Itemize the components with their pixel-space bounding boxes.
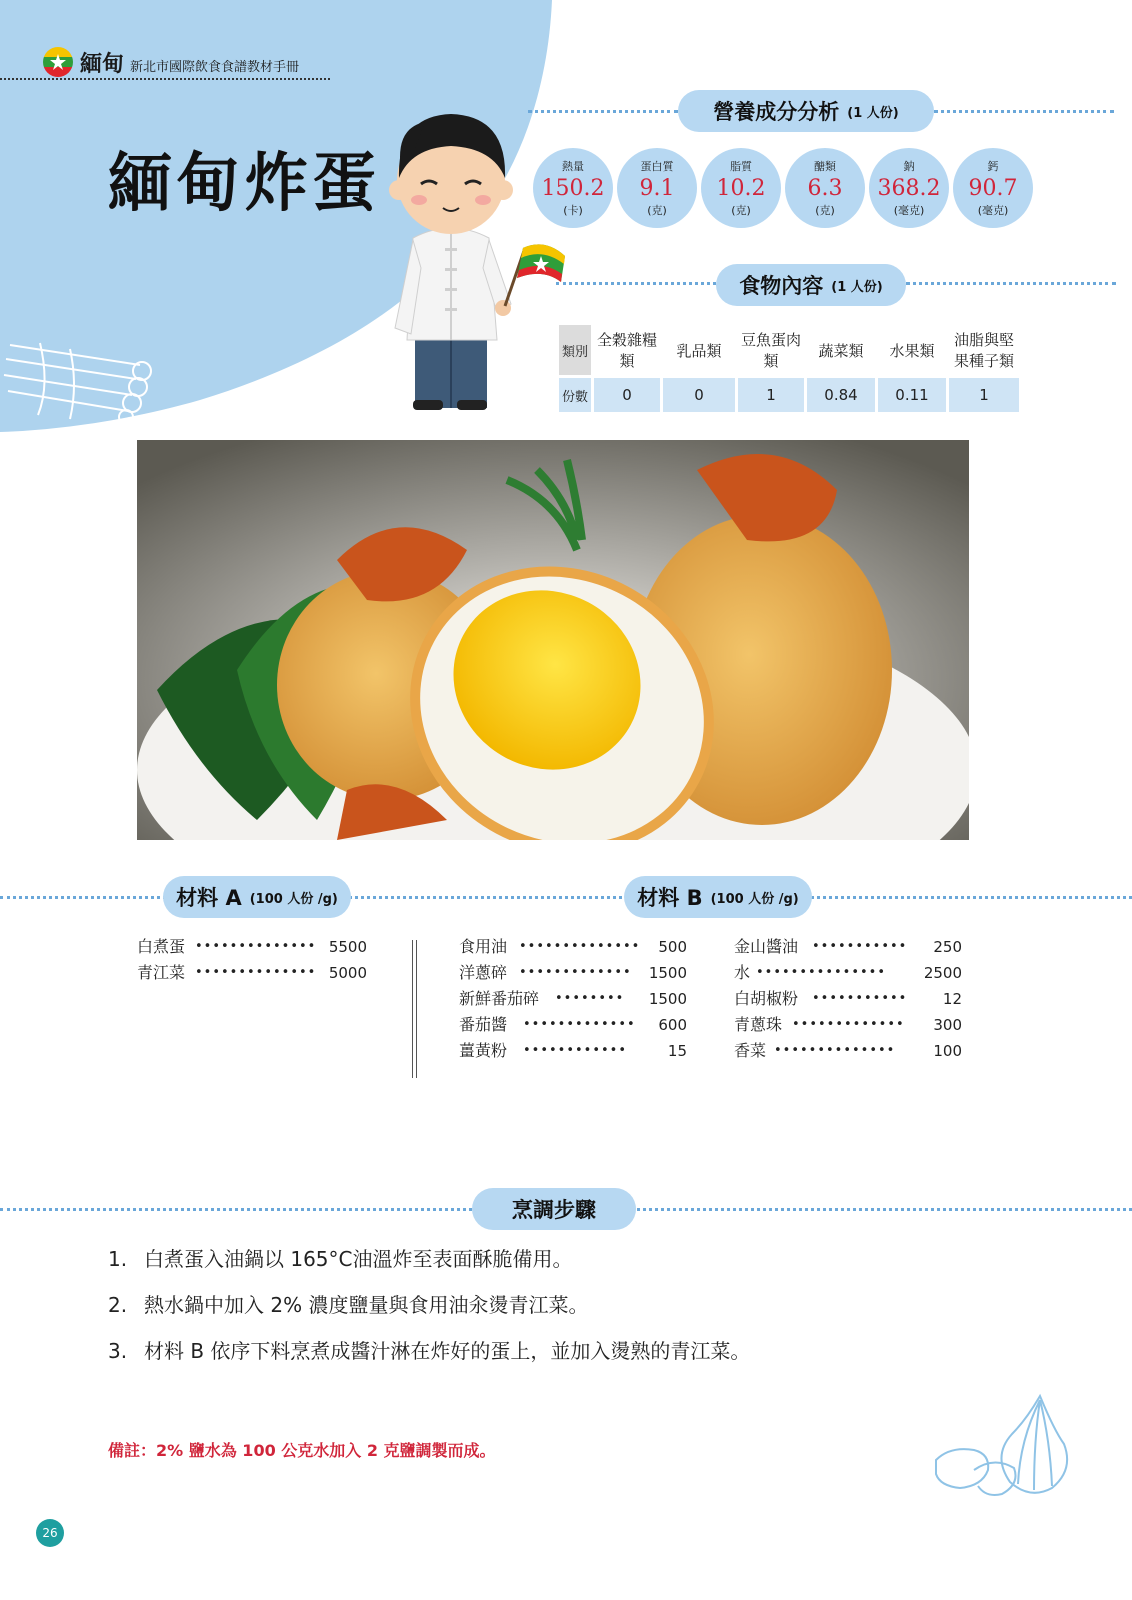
ingredients-a-heading: 材料 A (100 人份 /g) <box>163 876 351 918</box>
nutrient-label: 脂質 <box>730 160 752 173</box>
food-servings: 0 <box>663 378 735 412</box>
food-divider-right <box>906 282 1116 285</box>
steps-heading: 烹調步驟 <box>472 1188 636 1230</box>
food-category: 豆魚蛋肉類 <box>738 325 804 375</box>
ingredient-row: 白胡椒粉 ••••••••••• 12 <box>734 989 962 1008</box>
nutrient-label: 醣類 <box>814 160 836 173</box>
steps-list <box>108 1236 750 1374</box>
nutrient-unit: (毫克) <box>977 204 1009 217</box>
nutrient-unit: (克) <box>815 204 835 217</box>
ingredients-b-list-2 <box>734 934 962 1064</box>
step-item: 3. 材料 B 依序下料烹煮成醬汁淋在炸好的蛋上，並加入燙熟的青江菜。 <box>108 1339 751 1363</box>
food-servings: 1 <box>949 378 1019 412</box>
food-servings: 1 <box>738 378 804 412</box>
row-label-servings: 份數 <box>559 378 591 412</box>
nutrition-divider-right <box>934 110 1114 113</box>
nutrient-unit: (克) <box>647 204 667 217</box>
recipe-title: 緬甸炸蛋 <box>108 147 380 221</box>
nutrition-circle <box>785 148 865 228</box>
nutrition-heading: 營養成分分析 (1 人份) <box>678 90 934 132</box>
food-content-table <box>556 322 1022 415</box>
nutrient-unit: (卡) <box>563 204 583 217</box>
nutrient-label: 鈣 <box>987 160 999 173</box>
nutrient-label: 熱量 <box>562 160 584 173</box>
food-content-heading: 食物內容 (1 人份) <box>716 264 906 306</box>
food-category: 蔬菜類 <box>807 325 875 375</box>
garlic-shallot-icon <box>930 1390 1080 1505</box>
food-servings: 0.84 <box>807 378 875 412</box>
nutrient-unit: (毫克) <box>893 204 925 217</box>
nutrient-label: 蛋白質 <box>640 160 674 173</box>
food-category: 水果類 <box>878 325 946 375</box>
ingredients-b-heading: 材料 B (100 人份 /g) <box>624 876 812 918</box>
food-servings: 0.11 <box>878 378 946 412</box>
row-label-category: 類別 <box>559 325 591 375</box>
nutrient-value: 90.7 <box>968 176 1018 201</box>
nutrient-value: 368.2 <box>877 176 941 201</box>
nutrient-label: 鈉 <box>903 160 915 173</box>
food-divider-left <box>556 282 716 285</box>
nutrition-circle <box>533 148 613 228</box>
ingredient-row: 青江菜 •••••••••••••• 5000 <box>137 963 367 982</box>
footnote: 備註：2% 鹽水為 100 公克水加入 2 克鹽調製而成。 <box>108 1441 496 1460</box>
ingredients-b-list-1 <box>459 934 687 1064</box>
nutrient-value: 150.2 <box>541 176 605 201</box>
nutrition-circle <box>701 148 781 228</box>
nutrient-unit: (克) <box>731 204 751 217</box>
ingredient-row: 薑黃粉 •••••••••••• 15 <box>459 1041 687 1060</box>
country-header <box>42 46 299 78</box>
ingredient-row: 金山醬油 ••••••••••• 250 <box>734 937 962 956</box>
header-divider <box>0 78 330 80</box>
book-subtitle: 新北市國際飲食食譜教材手冊 <box>130 59 300 75</box>
food-category: 乳品類 <box>663 325 735 375</box>
ingredient-row: 番茄醬 ••••••••••••• 600 <box>459 1015 687 1034</box>
nutrient-value: 6.3 <box>807 176 843 201</box>
food-servings: 0 <box>594 378 660 412</box>
country-name: 緬甸 <box>80 50 125 77</box>
ingredient-row: 新鮮番茄碎 •••••••• 1500 <box>459 989 687 1008</box>
nutrition-circle <box>869 148 949 228</box>
food-category: 油脂與堅果種子類 <box>949 325 1019 375</box>
nutrition-divider-left <box>528 110 678 113</box>
ingredient-row: 食用油 •••••••••••••• 500 <box>459 937 687 956</box>
ingredient-row: 香菜 •••••••••••••• 100 <box>734 1041 962 1060</box>
page-number: 26 <box>36 1519 64 1547</box>
character-illustration <box>385 108 570 414</box>
nutrient-value: 9.1 <box>639 176 675 201</box>
myanmar-flag-icon <box>42 46 74 78</box>
ingredient-row: 青蔥珠 ••••••••••••• 300 <box>734 1015 962 1034</box>
step-item: 1. 白煮蛋入油鍋以 165°C油溫炸至表面酥脆備用。 <box>108 1247 573 1271</box>
ingredients-vertical-divider <box>412 940 417 1078</box>
fried-egg-photo <box>137 440 969 840</box>
ingredient-row: 白煮蛋 •••••••••••••• 5500 <box>137 937 367 956</box>
ingredient-row: 洋蔥碎 ••••••••••••• 1500 <box>459 963 687 982</box>
food-category: 全穀雜糧類 <box>594 325 660 375</box>
cinnamon-sticks-icon <box>0 325 165 425</box>
ingredients-a-list <box>137 934 367 986</box>
step-item: 2. 熱水鍋中加入 2% 濃度鹽量與食用油汆燙青江菜。 <box>108 1293 589 1317</box>
ingredient-row: 水 ••••••••••••••• 2500 <box>734 963 962 982</box>
nutrition-circle <box>953 148 1033 228</box>
nutrition-circle <box>617 148 697 228</box>
nutrient-value: 10.2 <box>716 176 766 201</box>
